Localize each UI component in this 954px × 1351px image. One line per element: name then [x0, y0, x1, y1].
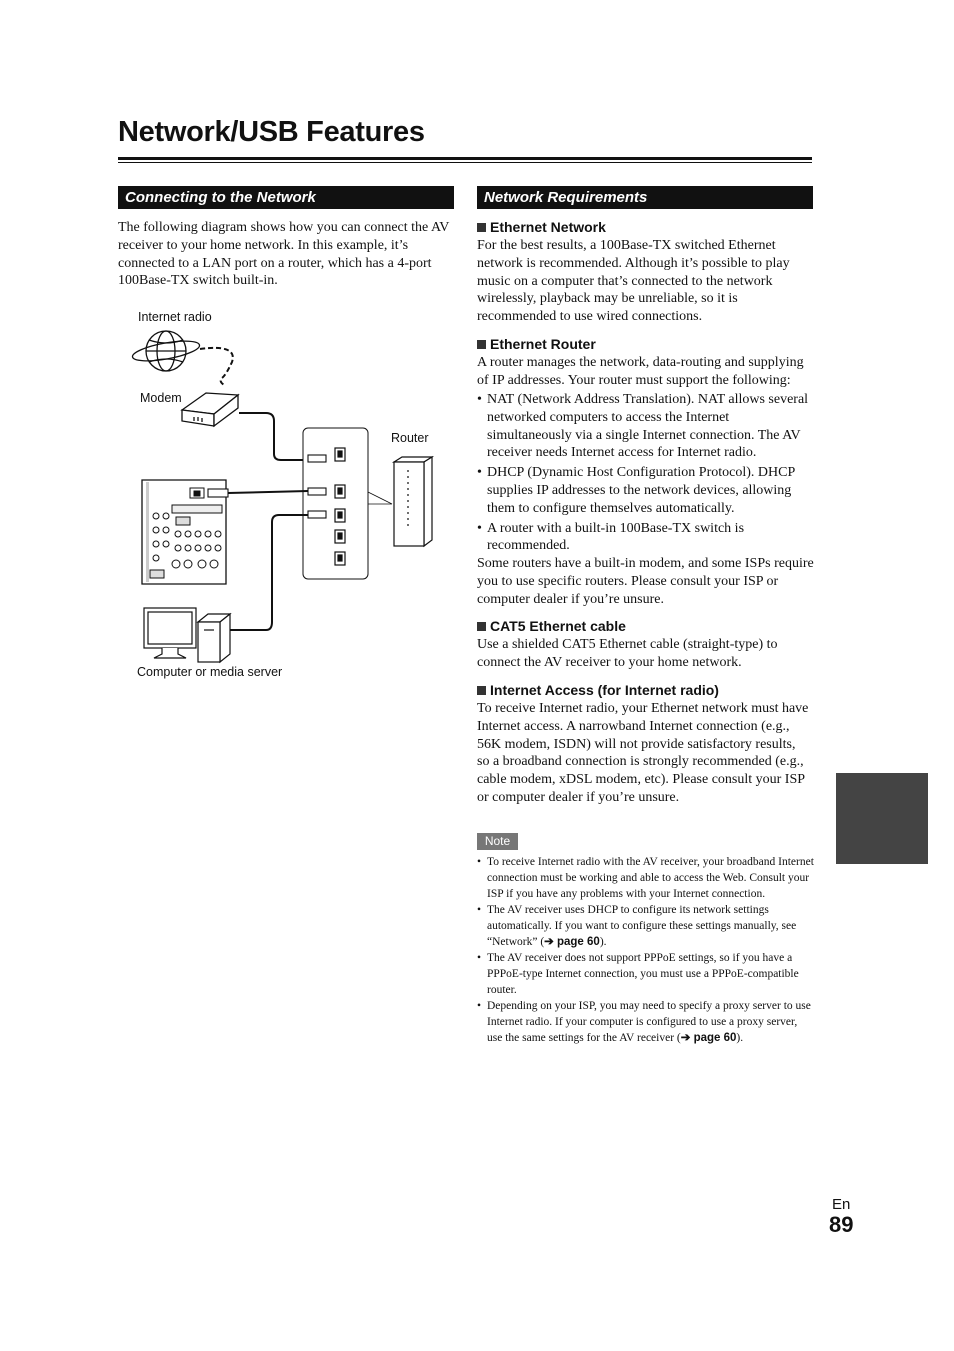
- wireless-link: [200, 348, 233, 386]
- ethernet-network-text: For the best results, a 100Base-TX switched Ethernet network is recommended. Although it’s possible to play music on a computer that’s connected to the network wirelessly, playback may be unreliable, so it is recommended to use wired connections.: [477, 238, 790, 325]
- intro-paragraph: The following diagram shows how you can connect the AV receiver to your home network. In this example, it’s connected to a LAN port on a router, which has a 4-port 100Base-TX switch built-in.: [118, 220, 450, 289]
- internet-access-text: To receive Internet radio, your Ethernet network must have Internet access. A narrowband Internet connection (e.g., 56K modem, ISDN) will not provide satisfactory results, so a broadband connection is strongly recommended (e.g., cable modem, xDSL modem, etc). Please consult your ISP or computer dealer if you’re unsure.: [477, 701, 809, 805]
- label-router: Router: [391, 431, 429, 445]
- cable-computer-lan: [230, 515, 308, 630]
- page-title: Network/USB Features: [118, 116, 425, 148]
- label-modem: Modem: [140, 391, 182, 405]
- page-ref-link[interactable]: ➔ page 60: [544, 936, 600, 948]
- page-number: 89: [829, 1212, 854, 1237]
- av-plug: [208, 489, 228, 497]
- list-item: • The AV receiver does not support PPPoE settings, so if you have a PPPoE-type Internet connection, you must use a PPPoE-compatible router.: [477, 950, 815, 998]
- cable-modem-wan: [239, 413, 304, 460]
- router-icon: [394, 457, 432, 546]
- list-item: • NAT (Network Address Translation). NAT allows several networked computers to access the Internet simultaneously via a single Internet connection. The AV receiver needs Internet access for Internet radio.: [477, 391, 813, 462]
- modem-icon: [182, 393, 238, 426]
- label-internet-radio: Internet radio: [138, 310, 212, 324]
- router-callout: [368, 492, 392, 504]
- list-item: • DHCP (Dynamic Host Configuration Protocol). DHCP supplies IP addresses to the network devices, allowing them to configure themselves automatically.: [477, 464, 813, 517]
- list-item: • Depending on your ISP, you may need to specify a proxy server to use Internet radio. If your computer is configured to use a proxy server, use the same settings for the AV receiver (➔ page 60).: [477, 998, 815, 1046]
- subheading-ethernet-router: Ethernet Router: [477, 335, 596, 353]
- ethernet-router-after-text: Some routers have a built-in modem, and some ISPs require you to use specific routers. Please consult your ISP or computer dealer if you’re unsure.: [477, 556, 814, 607]
- subheading-cat5: CAT5 Ethernet cable: [477, 617, 626, 635]
- title-rule-thin: [118, 162, 812, 163]
- list-item: • A router with a built-in 100Base-TX switch is recommended.: [477, 520, 813, 556]
- network-diagram: [118, 320, 458, 670]
- note-badge: Note: [477, 833, 518, 850]
- ethernet-router-text: A router manages the network, data-routing and supplying of IP addresses. Your router must support the following:: [477, 355, 804, 388]
- cat5-text: Use a shielded CAT5 Ethernet cable (straight-type) to connect the AV receiver to your home network.: [477, 637, 778, 670]
- list-item: • The AV receiver uses DHCP to configure its network settings automatically. If you want to configure these settings manually, see “Network” (➔ page 60).: [477, 902, 815, 950]
- section-heading-connecting: Connecting to the Network: [118, 186, 454, 209]
- section-heading-requirements: Network Requirements: [477, 186, 813, 209]
- list-item: • To receive Internet radio with the AV receiver, your broadband Internet connection must be working and able to access the Web. Consult your ISP if you have any problems with your Internet connection.: [477, 854, 815, 902]
- title-rule-thick: [118, 157, 812, 160]
- subheading-ethernet-network: Ethernet Network: [477, 218, 606, 236]
- chapter-tab: [836, 773, 928, 864]
- computer-icon: [144, 608, 230, 662]
- notes-list: [477, 854, 815, 1046]
- router-requirements-list: [477, 391, 813, 555]
- page-ref-link[interactable]: ➔ page 60: [680, 1032, 737, 1044]
- subheading-internet-access: Internet Access (for Internet radio): [477, 681, 719, 699]
- label-computer: Computer or media server: [137, 665, 283, 679]
- cable-av-lan: [228, 491, 308, 493]
- language-label: En: [832, 1196, 851, 1213]
- globe-icon: [131, 331, 201, 371]
